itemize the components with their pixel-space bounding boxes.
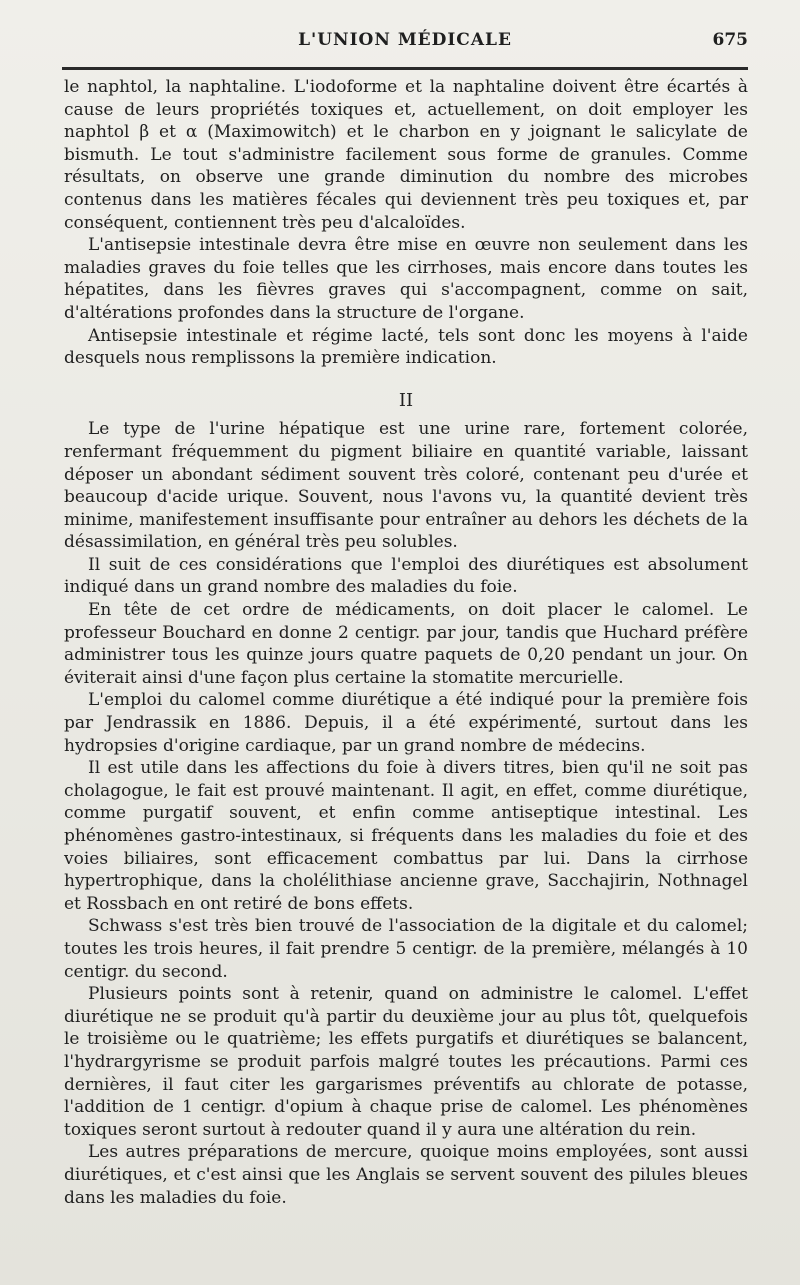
paragraph: Schwass s'est très bien trouvé de l'association de la digitale et du calomel; toutes les trois heures, il fait prendre 5 centigr. de la première, mélangés à 10 centigr. du second.	[64, 916, 748, 982]
page-header	[62, 30, 748, 66]
paragraph: Le type de l'urine hépatique est une urine rare, fortement colorée, renfermant fréquemment du pigment biliaire en quantité variable, laissant déposer un abondant sédiment souvent très coloré, contenant peu d'urée et beaucoup d'acide urique. Souvent, nous l'avons vu, la quantité devient très minime, manifestement insuffisante pour entraîner au dehors les déchets de la désassimilation, en général très peu solubles.	[64, 419, 748, 553]
paragraph: Antisepsie intestinale et régime lacté, tels sont donc les moyens à l'aide desquels nous remplissons la première indication.	[64, 325, 748, 369]
paragraph: Les autres préparations de mercure, quoique moins employées, sont aussi diurétiques, et c'est ainsi que les Anglais se servent souvent des pilules bleues dans les maladies du foie.	[64, 1142, 748, 1208]
paragraph: En tête de cet ordre de médicaments, on doit placer le calomel. Le professeur Bouchard en donne 2 centigr. par jour, tandis que Huchard préfère administrer tous les quinze jours quatre paquets de 0,20 pendant un jour. On éviterait ainsi d'une façon plus certaine la stomatite mercurielle.	[64, 600, 748, 688]
paragraph: Plusieurs points sont à retenir, quand on administre le calomel. L'effet diurétique ne se produit qu'à partir du deuxième jour au plus tôt, quelquefois le troisième ou le quatrième; les effets purgatifs et diurétiques se balancent, l'hydrargyrisme se produit parfois malgré toutes les précautions. Parmi ces dernières, il faut citer les gargarismes préventifs au chlorate de potasse, l'addition de 1 centigr. d'opium à chaque prise de calomel. Les phénomènes toxiques seront surtout à redouter quand il y aura une altération du rein.	[64, 984, 748, 1140]
section-heading: II	[398, 389, 414, 411]
paragraph: L'emploi du calomel comme diurétique a été indiqué pour la première fois par Jendrassik en 1886. Depuis, il a été expérimenté, surtout dans les hydropsies d'origine cardiaque, par un grand nombre de médecins.	[64, 690, 748, 756]
running-title: L'UNION MÉDICALE	[298, 30, 512, 50]
paragraph: L'antisepsie intestinale devra être mise en œuvre non seulement dans les maladies graves du foie telles que les cirrhoses, mais encore dans toutes les hépatites, dans les fièvres graves qui s'accompagnent, comme on sait, d'altérations profondes dans la structure de l'organe.	[64, 235, 748, 323]
body-text	[64, 76, 748, 1209]
header-rule	[62, 67, 748, 70]
paragraph: Il suit de ces considérations que l'emploi des diurétiques est absolument indiqué dans un grand nombre des maladies du foie.	[64, 554, 748, 598]
paragraph: Il est utile dans les affections du foie à divers titres, bien qu'il ne soit pas cholagogue, le fait est prouvé maintenant. Il agit, en effet, comme diurétique, comme purgatif souvent, et enfin comme antiseptique intestinal. Les phénomènes gastro-intestinaux, si fréquents dans les maladies du foie et des voies biliaires, sont efficacement combattus par lui. Dans la cirrhose hypertrophique, dans la cholélithiase ancienne grave, Sacchajirin, Nothnagel et Rossbach en ont retiré de bons effets.	[64, 758, 748, 914]
paragraph: le naphtol, la naphtaline. L'iodoforme et la naphtaline doivent être écartés à cause de leurs propriétés toxiques et, actuellement, on doit employer les naphtol β et α (Maximowitch) et le charbon en y joignant le salicylate de bismuth. Le tout s'administre facilement sous forme de granules. Comme résultats, on observe une grande diminution du nombre des microbes contenus dans les matières fécales qui deviennent très peu toxiques et, par conséquent, contiennent très peu d'alcaloïdes.	[64, 77, 748, 233]
page-number: 675	[712, 30, 748, 50]
